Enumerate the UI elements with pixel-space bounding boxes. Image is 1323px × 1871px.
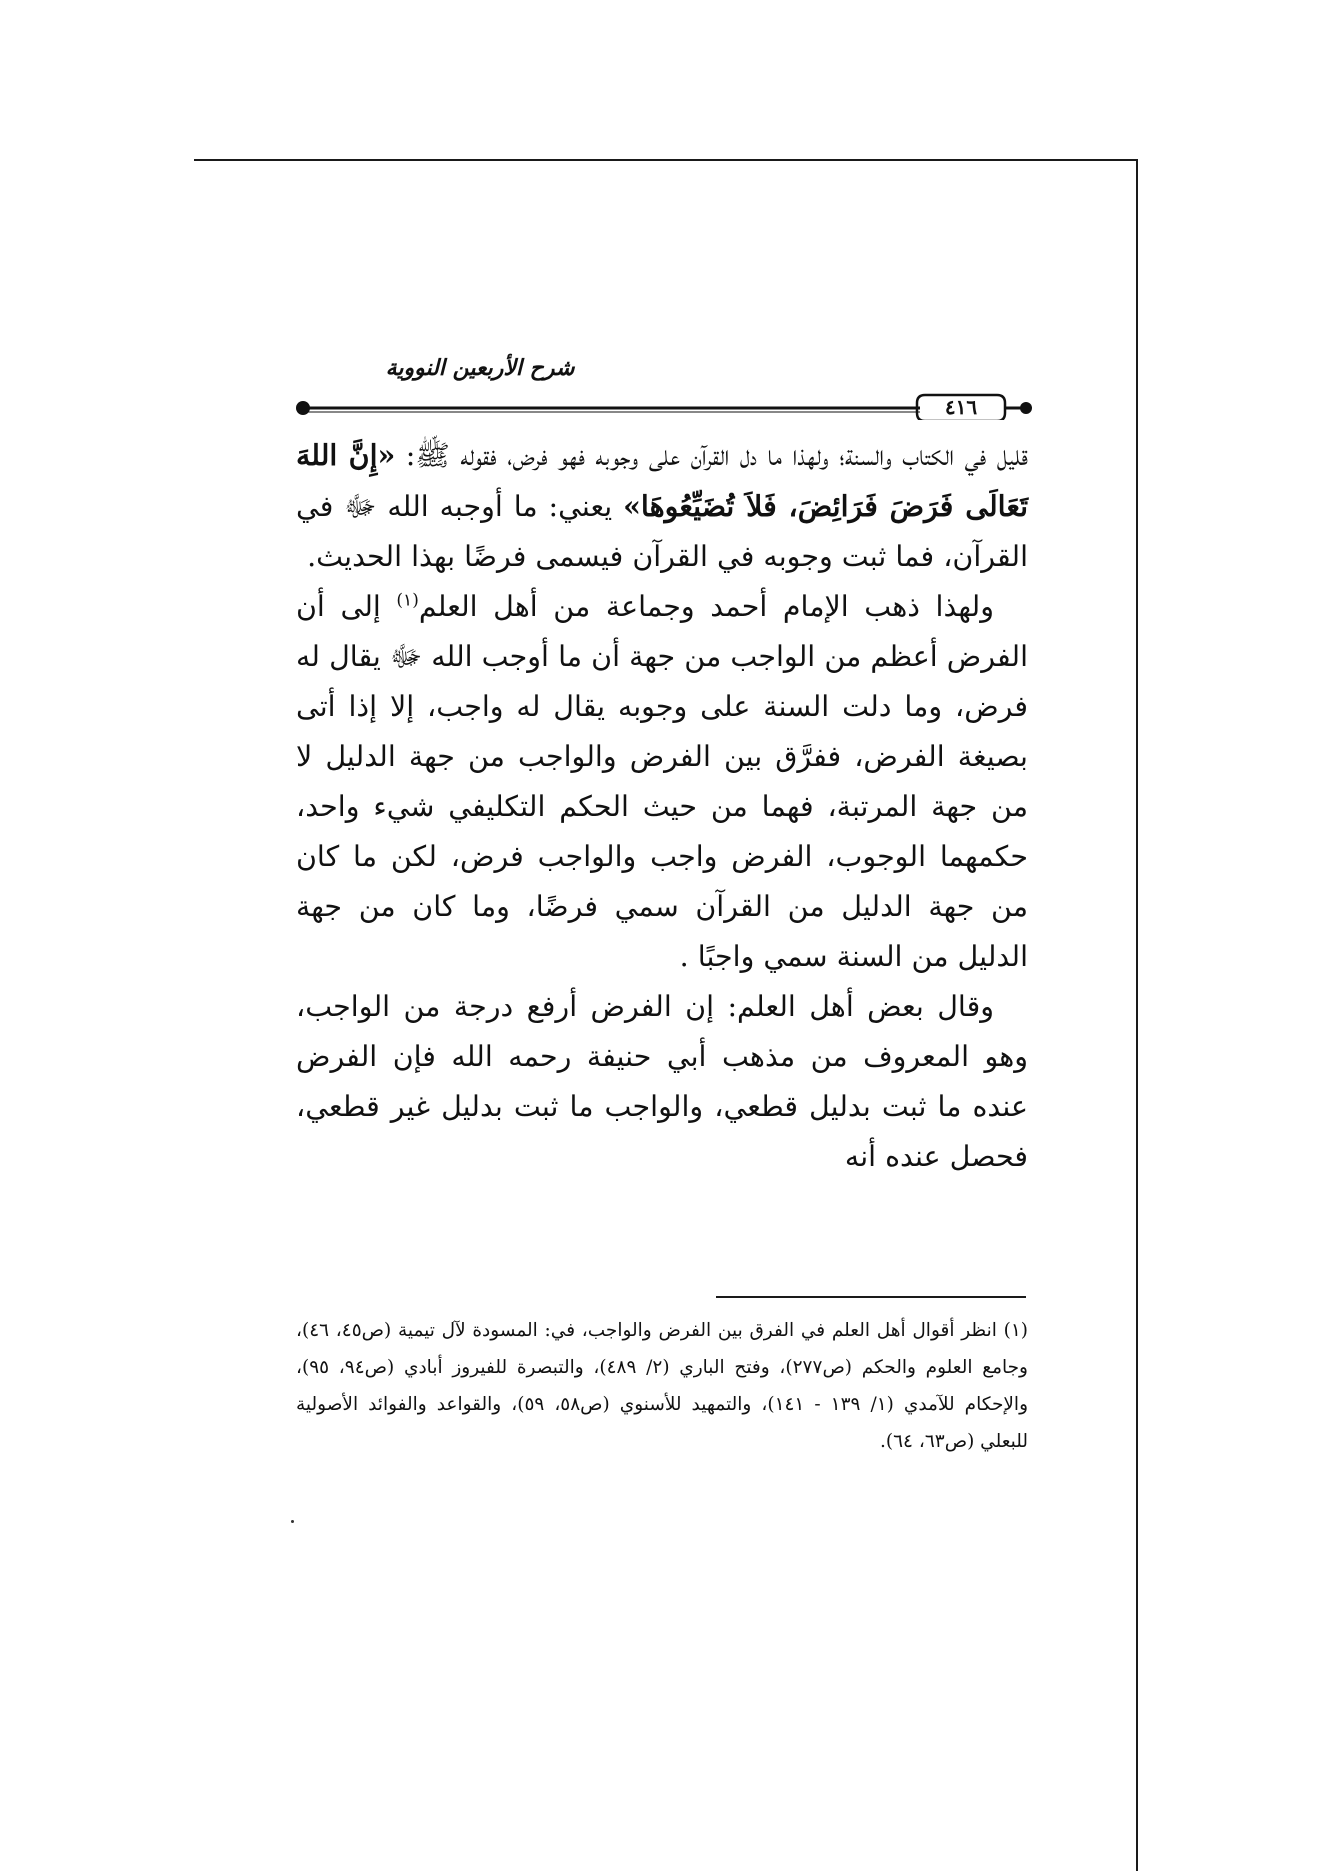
body-text	[296, 430, 1028, 1182]
page-frame-top-line	[194, 159, 1136, 161]
paragraph-3: وقال بعض أهل العلم: إن الفرض أرفع درجة من الواجب، وهو المعروف من مذهب أبي حنيفة رحمه الله فإن الفرض عنده ما ثبت بدليل قطعي، والواجب ما ثبت بدليل غير قطعي، فحصل عنده أنه	[296, 990, 1028, 1173]
paragraph-1	[296, 430, 1028, 582]
hadith-quote: «إِنَّ اللهَ تَعَالَى فَرَضَ فَرَائِضَ، فَلاَ تُضَيِّعُوهَا»	[296, 438, 1028, 523]
header-rule-right-dot	[1020, 402, 1032, 414]
footnote: (١) انظر أقوال أهل العلم في الفرق بين الفرض والواجب، في: المسودة لآل تيمية (ص٤٥، ٤٦)، وجامع العلوم والحكم (ص٢٧٧)، وفتح الباري (٢/ ٤٨٩)، والتبصرة للفيروز أبادي (ص٩٤، ٩٥)، والإحكام للآمدي (١/ ١٣٩ - ١٤١)، والتمهيد للأسنوي (ص٥٨، ٥٩)، والقواعد والفوائد الأصولية للبعلي (ص٦٣، ٦٤).	[296, 1320, 1029, 1452]
scan-speck	[291, 1520, 294, 1523]
page-frame-right-line	[1136, 159, 1138, 1871]
paragraph-2-continuation: إلى أن الفرض أعظم من الواجب من جهة أن ما أوجب الله ﷻ يقال له فرض، وما دلت السنة على وجوبه يقال له واجب، إلا إذا أتى بصيغة الفرض، ففرَّق بين الفرض والواجب من جهة الدليل لا من جهة المرتبة، فهما من حيث الحكم التكليفي شيء واحد، حكمهما الوجوب، الفرض واجب والواجب فرض، لكن ما كان من جهة الدليل من القرآن سمي فرضًا، وما كان من جهة الدليل من السنة سمي واجبًا .	[296, 590, 1028, 973]
paragraph-2	[296, 582, 1028, 982]
page-number: ٤١٦	[944, 395, 978, 419]
footnote-separator	[716, 1296, 1026, 1298]
footnote-marker: (١)	[396, 590, 419, 611]
header-ornament-rule	[295, 392, 1035, 420]
paragraph-1-continuation: يعني: ما أوجبه الله ﷻ في القرآن، فما ثبت وجوبه في القرآن فيسمى فرضًا بهذا الحديث.	[296, 490, 1028, 573]
running-title: شرح الأربعين النووية	[385, 355, 575, 381]
paragraph-1-text: قليل في الكتاب والسنة؛ ولهذا ما دل القرآن على وجوبه فهو فرض، فقوله ﷺ:	[395, 439, 1028, 472]
paragraph-2-text: ولهذا ذهب الإمام أحمد وجماعة من أهل العلم	[418, 590, 994, 623]
